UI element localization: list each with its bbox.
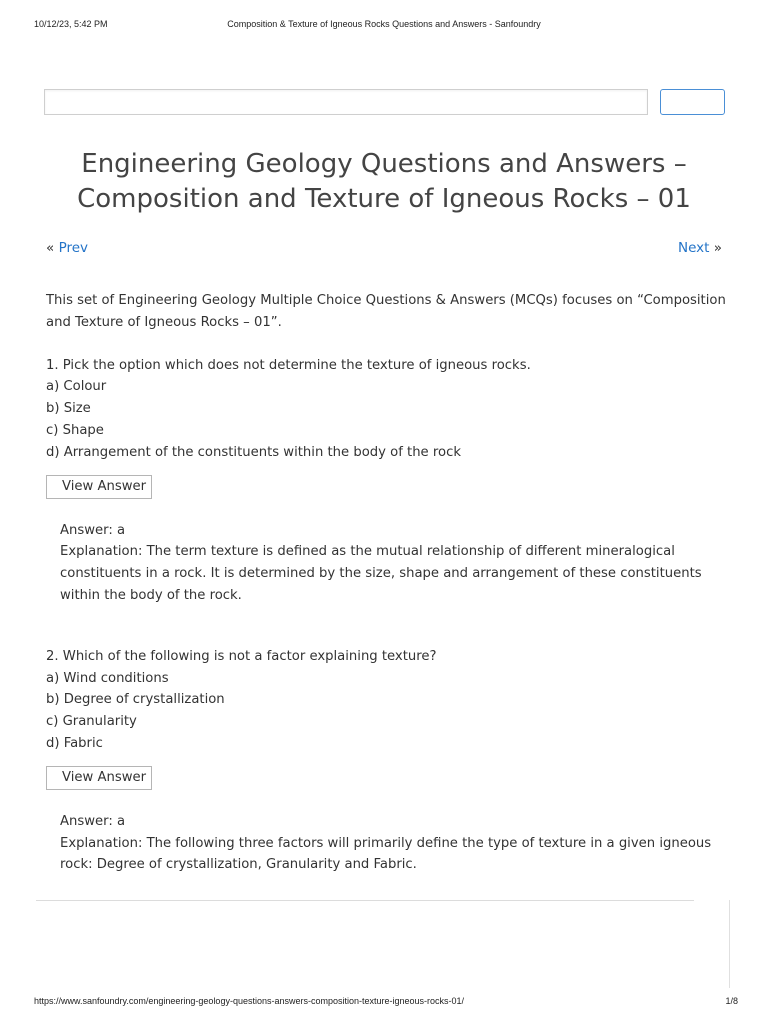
view-answer-button[interactable]: View Answer [46,766,152,790]
answer-option: b) Size [46,401,91,417]
explanation-line: within the body of the rock. [60,587,242,603]
search-button[interactable] [660,89,725,115]
intro-line: and Texture of Igneous Rocks – 01”. [46,314,282,330]
answer-block [60,811,736,876]
prev-link[interactable] [46,240,88,256]
question-block [46,646,736,876]
answer-option: d) Arrangement of the constituents within the body of the rock [46,444,461,460]
explanation-line: constituents in a rock. It is determined by the size, shape and arrangement of these constituents [60,566,702,582]
page-title-line-2: Composition and Texture of Igneous Rocks – 01 [77,184,691,214]
answer-option: a) Wind conditions [46,670,169,686]
prev-arrow-icon: « [46,240,55,256]
print-page-number: 1/8 [725,996,738,1006]
view-answer-button[interactable]: View Answer [46,475,152,499]
search-bar [44,89,726,119]
question-text: 2. Which of the following is not a factor explaining texture? [46,648,437,664]
next-label: Next [677,240,710,256]
print-url: https://www.sanfoundry.com/engineering-geology-questions-answers-composition-texture-igneous-rocks-01/ [34,996,465,1006]
explanation-line: Explanation: The term texture is defined as the mutual relationship of different mineralogical [60,544,675,560]
print-document-title: Composition & Texture of Igneous Rocks Questions and Answers - Sanfoundry [227,19,541,29]
answer-text: Answer: a [60,813,126,829]
page-title-line-1: Engineering Geology Questions and Answers – [81,149,687,179]
answer-option: a) Colour [46,379,107,395]
answer-option: c) Granularity [46,714,137,730]
prev-label: Prev [58,240,89,256]
answer-option: b) Degree of crystallization [46,692,225,708]
print-datetime: 10/12/23, 5:42 PM [34,19,108,29]
search-input[interactable] [44,89,648,115]
section-divider [36,900,694,901]
explanation-line: rock: Degree of crystallization, Granularity and Fabric. [60,857,417,873]
answer-block [60,520,736,607]
print-header [0,19,768,31]
question-text: 1. Pick the option which does not determine the texture of igneous rocks. [46,357,531,373]
answer-option: c) Shape [46,422,104,438]
next-arrow-icon: » [713,240,722,256]
intro-line: This set of Engineering Geology Multiple Choice Questions & Answers (MCQs) focuses on “Composition [46,293,726,308]
explanation-line: Explanation: The following three factors will primarily define the type of texture in a given igneous [60,835,712,851]
answer-text: Answer: a [60,522,126,538]
print-footer [0,996,768,1008]
scrollbar-track [729,900,730,988]
next-link[interactable] [678,240,722,256]
answer-option: d) Fabric [46,735,103,751]
question-block [46,355,736,607]
page-title [30,147,738,217]
article-content [46,290,736,876]
intro-paragraph [46,290,736,334]
